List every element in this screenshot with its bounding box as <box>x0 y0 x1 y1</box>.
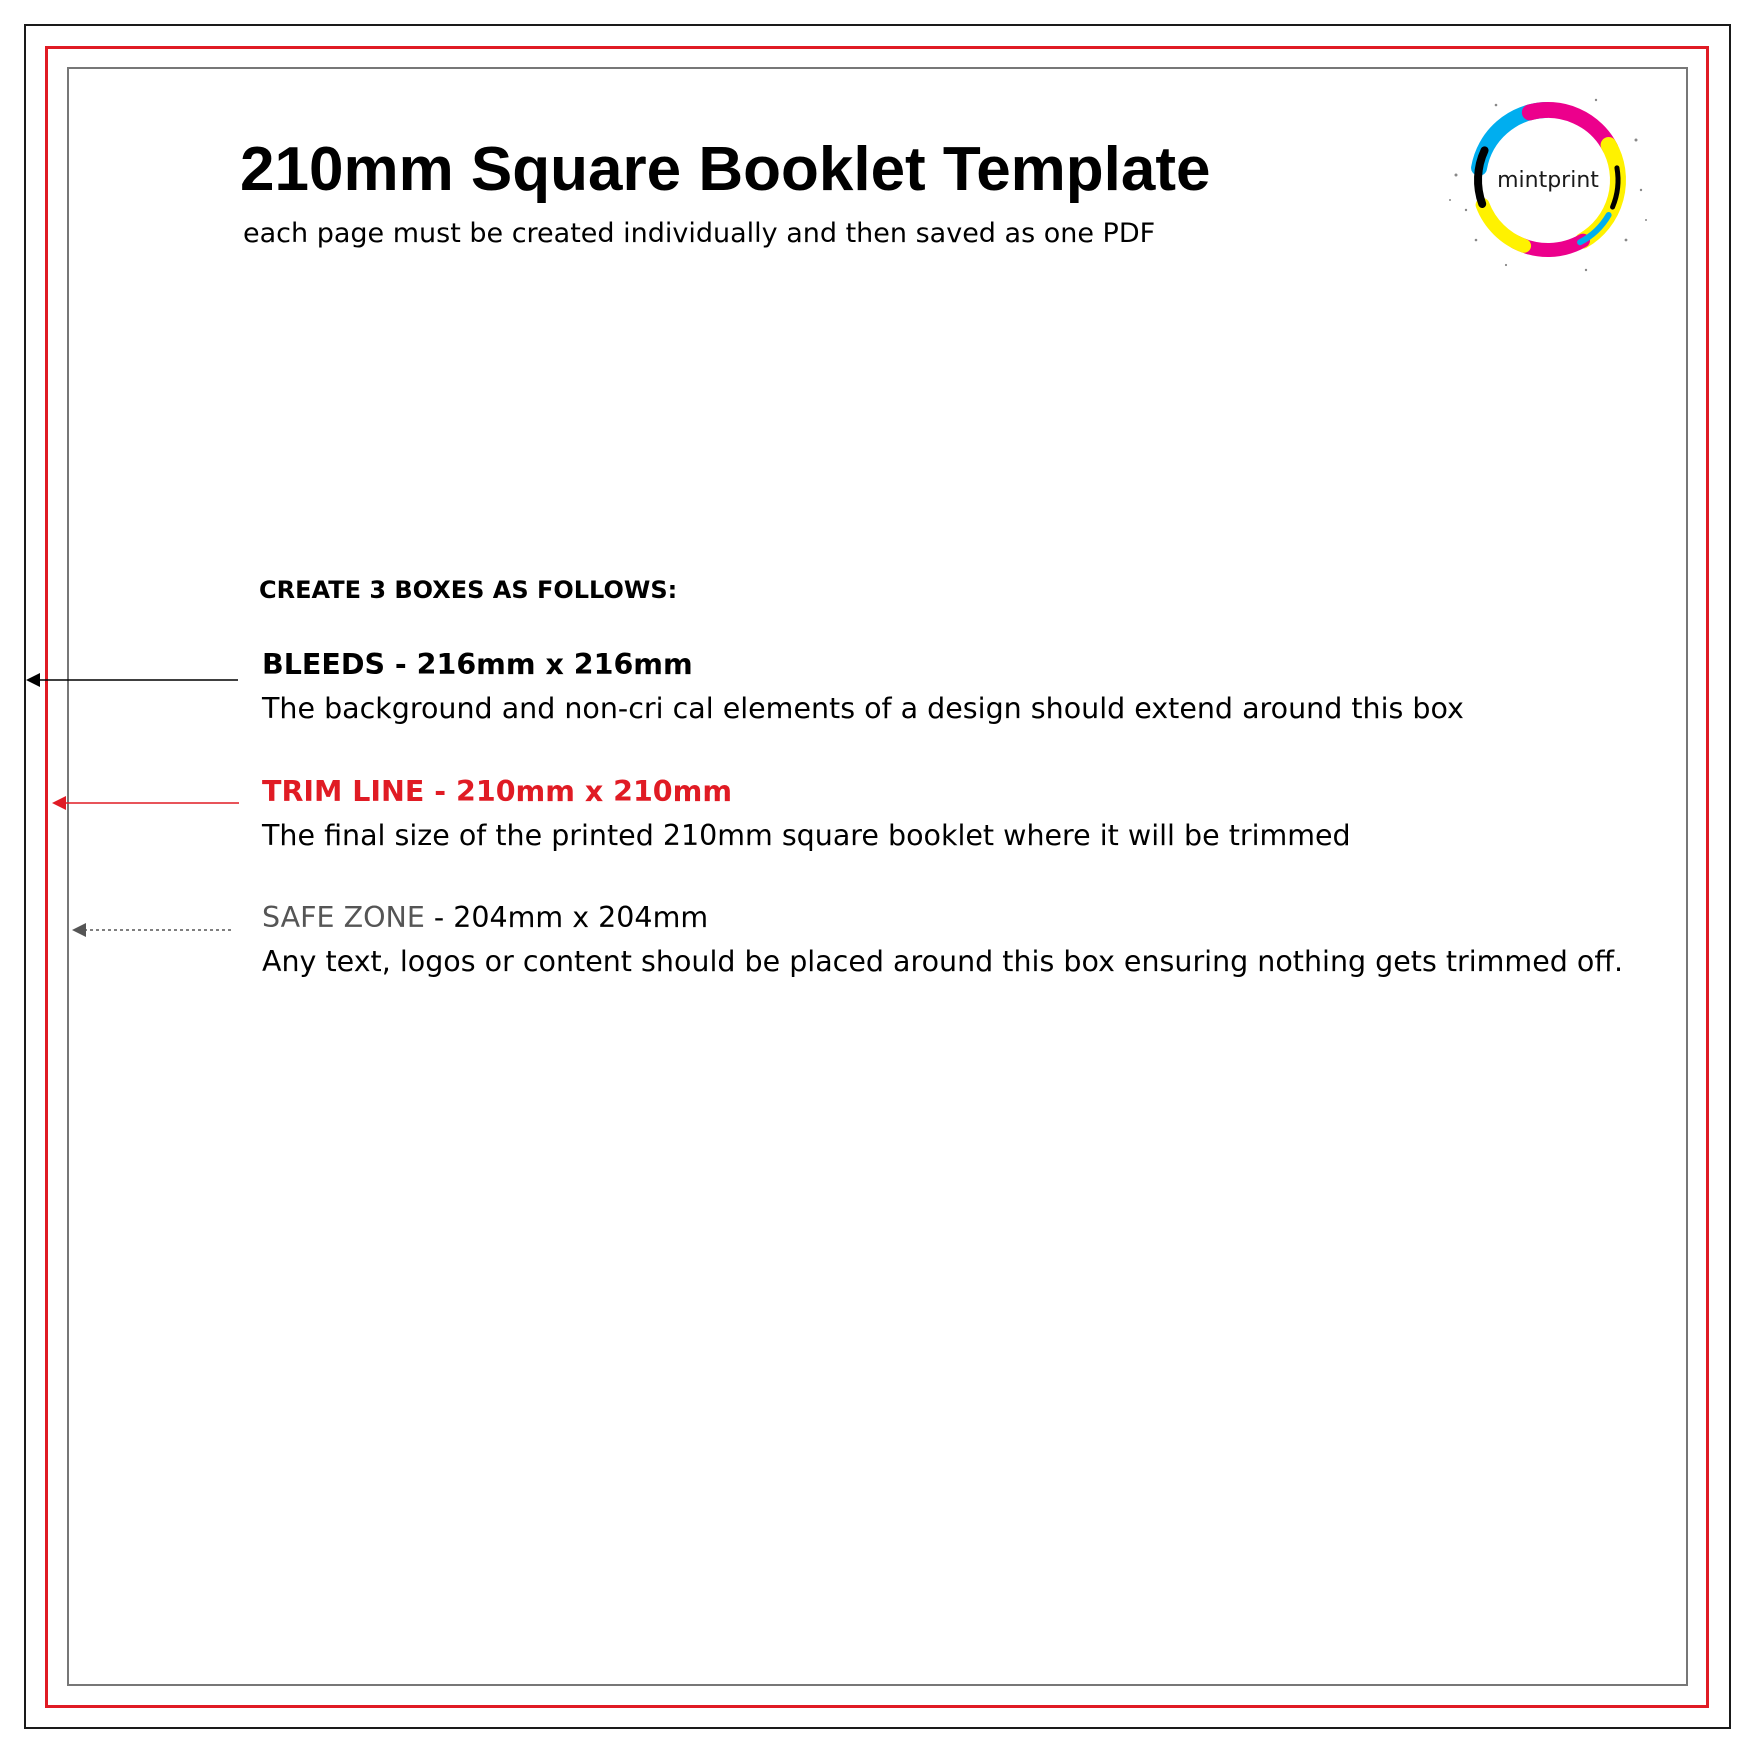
spec-bleeds <box>262 643 1464 731</box>
trim-line-arrow-icon <box>50 791 240 815</box>
spec-bleeds-title: BLEEDS - 216mm x 216mm <box>262 648 693 681</box>
spec-safe-zone-description: Any text, logos or content should be placed around this box ensuring nothing gets trimmed off. <box>262 945 1624 978</box>
spec-trim-line-description: The final size of the printed 210mm square booklet where it will be trimmed <box>262 819 1351 852</box>
safe-zone-box <box>67 67 1688 1686</box>
page-subtitle: each page must be created individually and then saved as one PDF <box>243 218 1156 249</box>
trim-line-box <box>45 46 1709 1708</box>
spec-trim-line <box>262 770 1351 858</box>
spec-trim-line-title: TRIM LINE - 210mm x 210mm <box>262 775 733 808</box>
spec-safe-zone <box>262 896 1623 984</box>
bleeds-arrow-icon <box>24 668 239 692</box>
safe-zone-arrow-icon <box>70 918 235 942</box>
spec-safe-zone-title <box>262 896 1623 940</box>
safe-zone-name: SAFE ZONE <box>262 901 425 934</box>
spec-bleeds-description: The background and non-cri cal elements of a design should extend around this box <box>262 692 1464 725</box>
safe-zone-size: - 204mm x 204mm <box>424 901 709 934</box>
mintprint-logo <box>1436 80 1656 280</box>
logo-text: mintprint <box>1497 168 1599 193</box>
page-title: 210mm Square Booklet Template <box>240 135 1211 204</box>
instructions-heading: CREATE 3 BOXES AS FOLLOWS: <box>259 576 678 604</box>
